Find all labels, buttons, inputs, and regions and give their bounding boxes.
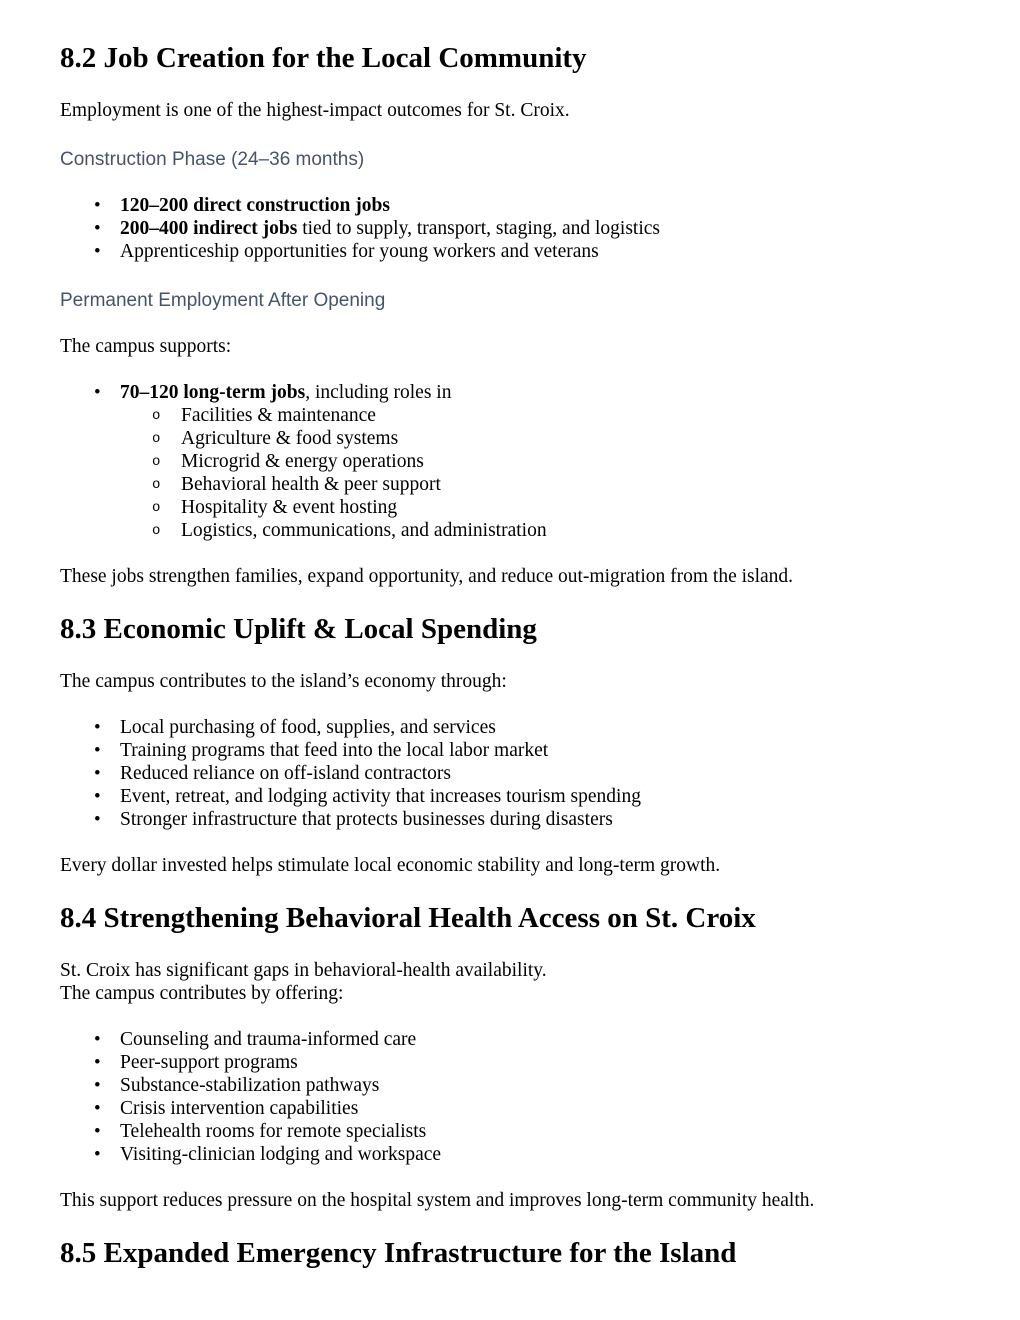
sub-list-item: o Logistics, communications, and administration: [181, 519, 960, 542]
list-item: • Visiting-clinician lodging and workspace: [120, 1143, 960, 1166]
list-item: • Substance-stabilization pathways: [120, 1074, 960, 1097]
list-item: • Event, retreat, and lodging activity that increases tourism spending: [120, 785, 960, 808]
paragraph-health-intro: [60, 959, 960, 1005]
list-item: • Reduced reliance on off-island contractors: [120, 762, 960, 785]
section-heading-8-5: 8.5 Expanded Emergency Infrastructure for the Island: [60, 1237, 737, 1269]
paragraph-jobs-outro: These jobs strengthen families, expand opportunity, and reduce out-migration from the island.: [60, 566, 794, 587]
paragraph-employment-intro: Employment is one of the highest-impact outcomes for St. Croix.: [60, 100, 570, 121]
sub-list-item: o Facilities & maintenance: [181, 404, 960, 427]
paragraph-line: St. Croix has significant gaps in behavioral-health availability.: [60, 960, 547, 981]
bullet-list-longterm-jobs: [60, 381, 960, 542]
list-item: • Training programs that feed into the local labor market: [120, 739, 960, 762]
list-item-bold-text: 120–200 direct construction jobs: [120, 195, 390, 216]
paragraph-economy-intro: The campus contributes to the island’s economy through:: [60, 671, 507, 692]
bullet-list-behavioral-health: [60, 1028, 960, 1166]
list-item-bold-text: 200–400 indirect jobs: [120, 218, 298, 239]
list-item: [120, 217, 960, 240]
list-item: [120, 194, 960, 217]
paragraph-health-outro: This support reduces pressure on the hospital system and improves long-term community health.: [60, 1190, 815, 1211]
sub-bullet-list-roles: [120, 404, 960, 542]
subheading-construction-phase: Construction Phase (24–36 months): [60, 149, 365, 170]
section-heading-8-2: 8.2 Job Creation for the Local Community: [60, 42, 587, 74]
list-item: • Peer-support programs: [120, 1051, 960, 1074]
list-item-bold-text: 70–120 long-term jobs: [120, 382, 306, 403]
list-item: • Telehealth rooms for remote specialists: [120, 1120, 960, 1143]
paragraph-line: The campus contributes by offering:: [60, 983, 344, 1004]
bullet-list-construction-jobs: [60, 194, 960, 263]
list-item: [120, 381, 960, 542]
list-item: • Counseling and trauma-informed care: [120, 1028, 960, 1051]
sub-list-item: o Agriculture & food systems: [181, 427, 960, 450]
list-item-text: Apprenticeship opportunities for young workers and veterans: [120, 241, 599, 262]
section-heading-8-4: 8.4 Strengthening Behavioral Health Access on St. Croix: [60, 902, 756, 934]
sub-list-item: o Behavioral health & peer support: [181, 473, 960, 496]
bullet-list-economic-uplift: [60, 716, 960, 831]
paragraph-economy-outro: Every dollar invested helps stimulate local economic stability and long-term growth.: [60, 855, 721, 876]
paragraph-campus-supports: The campus supports:: [60, 336, 232, 357]
list-item: • Local purchasing of food, supplies, and services: [120, 716, 960, 739]
list-item: [120, 240, 960, 263]
list-item: • Crisis intervention capabilities: [120, 1097, 960, 1120]
sub-list-item: o Hospitality & event hosting: [181, 496, 960, 519]
section-heading-8-3: 8.3 Economic Uplift & Local Spending: [60, 613, 537, 645]
list-item: • Stronger infrastructure that protects businesses during disasters: [120, 808, 960, 831]
subheading-permanent-employment: Permanent Employment After Opening: [60, 290, 386, 311]
sub-list-item: o Microgrid & energy operations: [181, 450, 960, 473]
list-item-text: tied to supply, transport, staging, and logistics: [297, 218, 661, 239]
list-item-text: , including roles in: [305, 382, 452, 403]
